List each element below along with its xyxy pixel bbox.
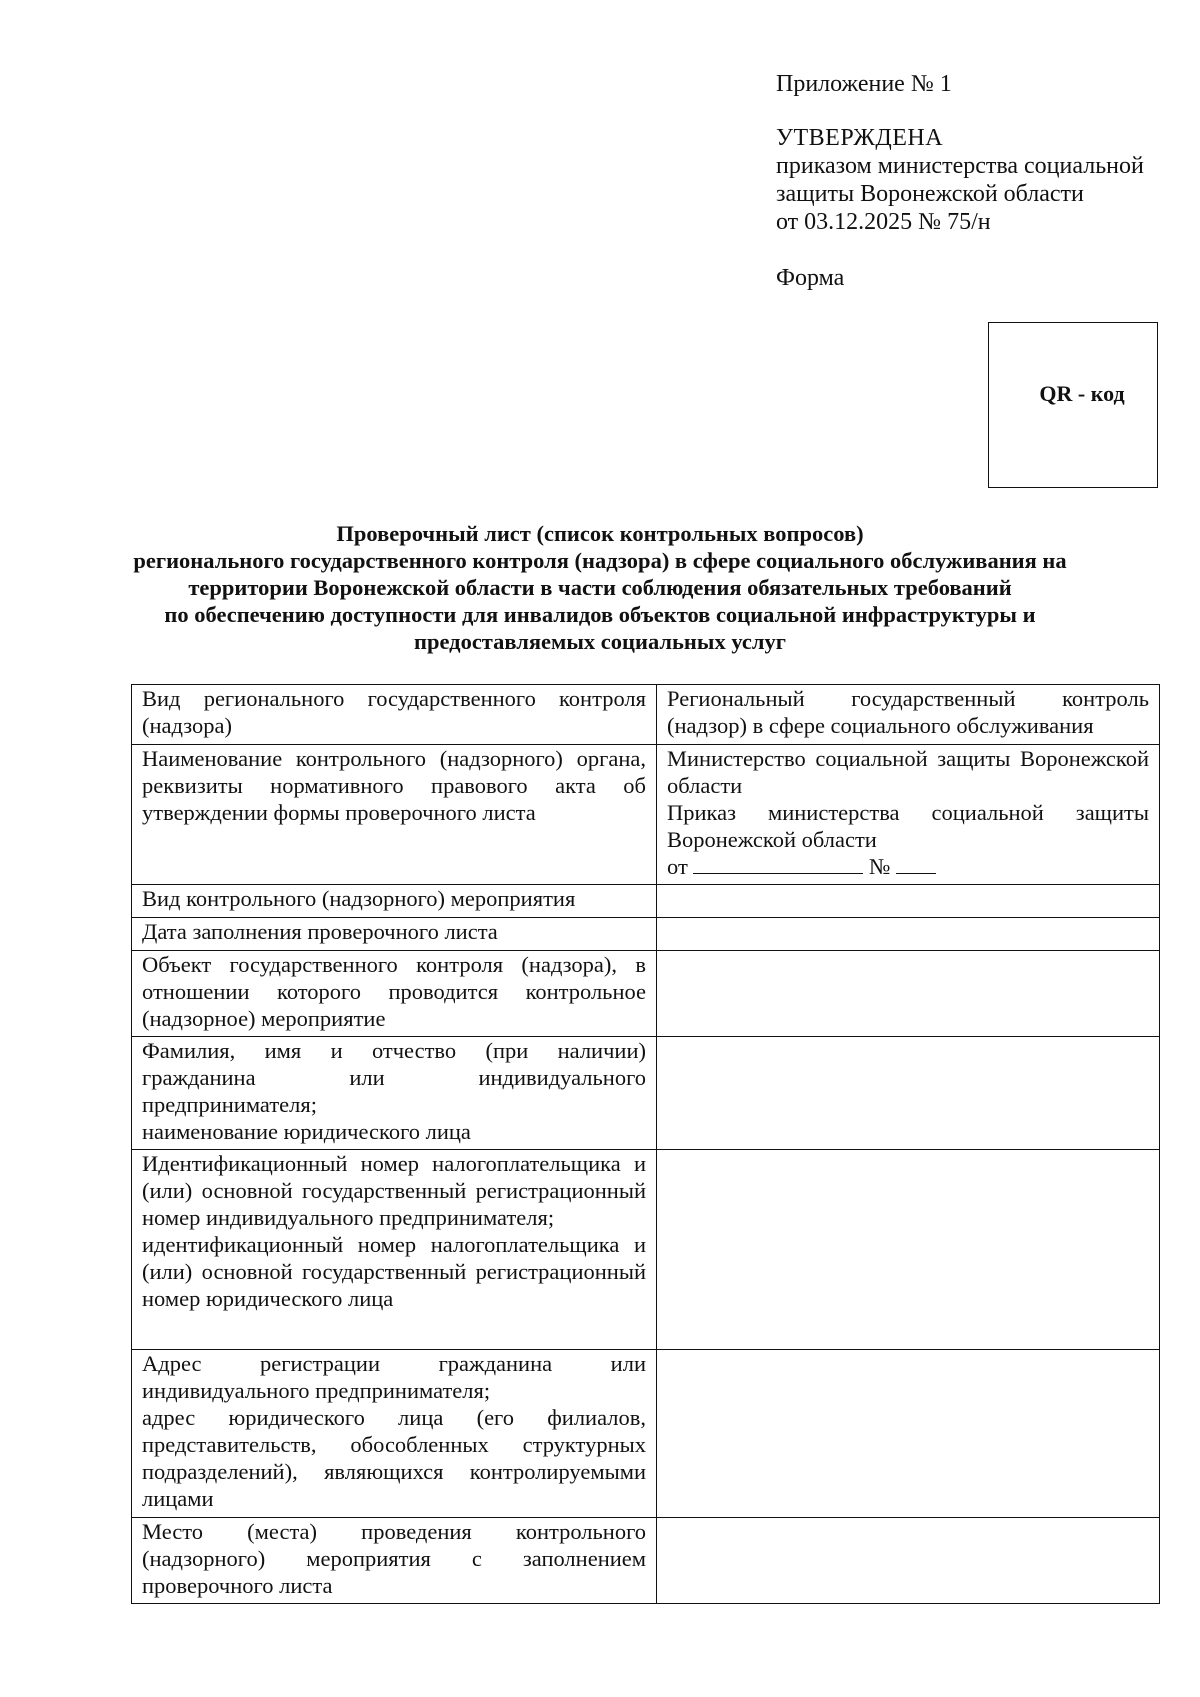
row-label-part-2: адрес юридического лица (его филиалов, представительств, обособленных структурных подразделений), являющихся контролируемыми лицами (142, 1405, 646, 1511)
approved-by-line-1: приказом министерства социальной (776, 153, 1144, 179)
document-title (100, 520, 1100, 655)
row-value[interactable] (657, 951, 1160, 1037)
table-row (132, 1037, 1160, 1150)
checklist-info-table (131, 684, 1160, 1604)
table-row (132, 685, 1160, 745)
row-value[interactable] (657, 918, 1160, 951)
row-value[interactable] (657, 1150, 1160, 1350)
row-value (657, 745, 1160, 885)
row-label-part-2: наименование юридического лица (142, 1119, 471, 1144)
approved-stamp-label: УТВЕРЖДЕНА (776, 125, 944, 151)
row-value[interactable] (657, 1518, 1160, 1604)
row-value[interactable] (657, 1350, 1160, 1518)
table-row (132, 885, 1160, 918)
authority-name: Министерство социальной защиты Воронежской области (667, 746, 1149, 798)
row-label: Объект государственного контроля (надзора), в отношении которого проводится контрольное (надзорное) мероприятие (132, 951, 657, 1037)
title-line-1: Проверочный лист (список контрольных вопросов) (336, 521, 864, 546)
order-reference: Приказ министерства социальной защиты Воронежской области (667, 800, 1149, 852)
title-line-4: по обеспечению доступности для инвалидов объектов социальной инфраструктуры и (164, 602, 1036, 627)
date-prefix: от (667, 854, 688, 879)
number-prefix: № (869, 854, 891, 879)
order-date-number (667, 853, 1149, 880)
table-row (132, 918, 1160, 951)
number-blank-field[interactable] (896, 853, 936, 874)
row-label: Место (места) проведения контрольного (надзорного) мероприятия с заполнением проверочного листа (132, 1518, 657, 1604)
form-label: Форма (776, 265, 845, 291)
title-line-2: регионального государственного контроля (надзора) в сфере социального обслуживания на (133, 548, 1067, 573)
date-blank-field[interactable] (693, 853, 863, 874)
row-value[interactable] (657, 885, 1160, 918)
approved-by-line-3: от 03.12.2025 № 75/н (776, 209, 991, 235)
row-value: Региональный государственный контроль (надзор) в сфере социального обслуживания (657, 685, 1160, 745)
row-value[interactable] (657, 1037, 1160, 1150)
table-row (132, 951, 1160, 1037)
appendix-number: Приложение № 1 (776, 71, 952, 97)
row-label: Вид регионального государственного контроля (надзора) (132, 685, 657, 745)
row-label (132, 1037, 657, 1150)
table-row (132, 1350, 1160, 1518)
approval-header (776, 70, 1176, 292)
row-label-part-2: идентификационный номер налогоплательщика и (или) основной государственный регистрационный номер юридического лица (142, 1232, 646, 1311)
title-line-5: предоставляемых социальных услуг (414, 629, 786, 654)
row-label-part-1: Адрес регистрации гражданина или индивидуального предпринимателя; (142, 1351, 646, 1403)
row-label-part-1: Фамилия, имя и отчество (при наличии) гражданина или индивидуального предпринимателя; (142, 1038, 646, 1117)
row-label (132, 1350, 657, 1518)
row-label: Вид контрольного (надзорного) мероприятия (132, 885, 657, 918)
title-line-3: территории Воронежской области в части соблюдения обязательных требований (188, 575, 1012, 600)
table-row (132, 1150, 1160, 1350)
row-label (132, 1150, 657, 1350)
approved-by-line-2: защиты Воронежской области (776, 181, 1084, 207)
row-label: Наименование контрольного (надзорного) органа, реквизиты нормативного правового акта об утверждении формы проверочного листа (132, 745, 657, 885)
table-row (132, 1518, 1160, 1604)
qr-code-label: QR - код (1039, 381, 1125, 406)
table-row (132, 745, 1160, 885)
row-label: Дата заполнения проверочного листа (132, 918, 657, 951)
qr-code-placeholder (988, 322, 1158, 488)
row-label-part-1: Идентификационный номер налогоплательщика и (или) основной государственный регистрационный номер индивидуального предпринимателя; (142, 1151, 646, 1230)
